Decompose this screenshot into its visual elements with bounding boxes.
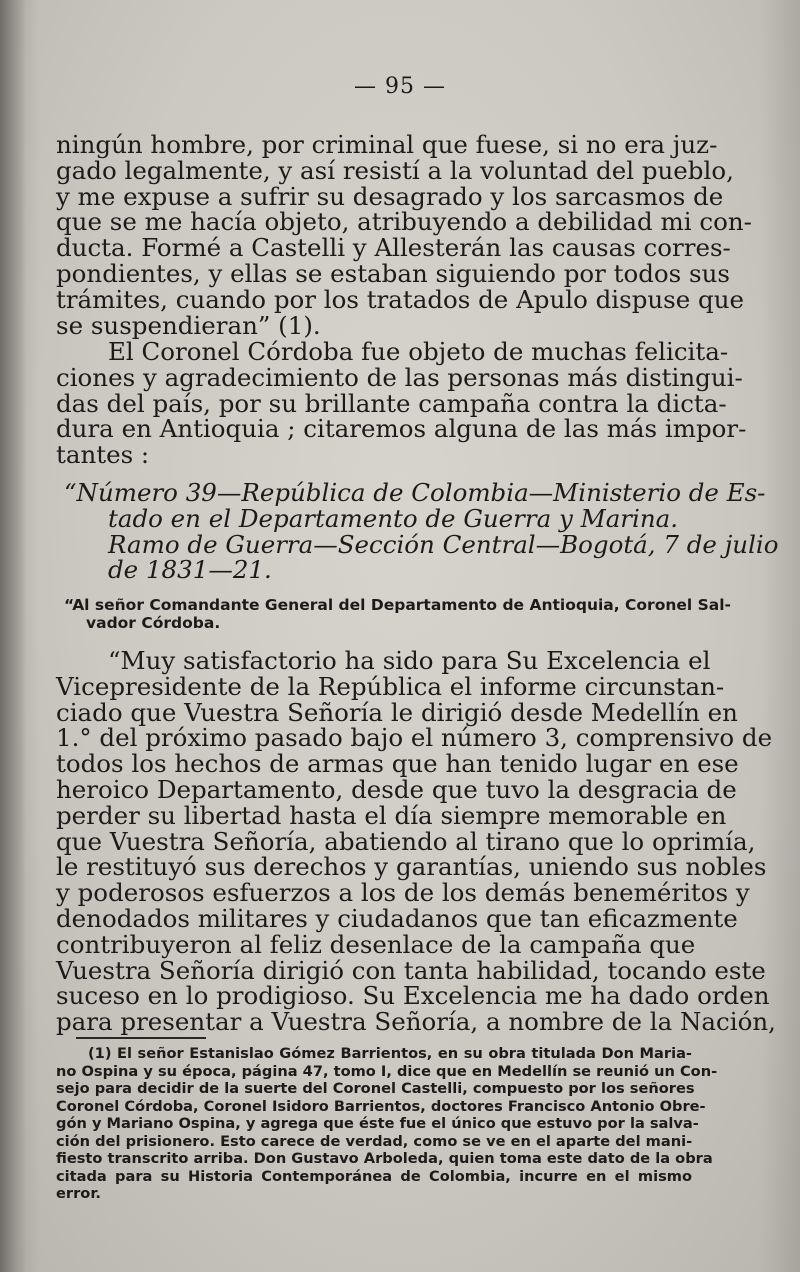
paragraph-line: denodados militares y ciudadanos que tan eficazmente — [56, 903, 738, 933]
paragraph-line: Vuestra Señoría dirigió con tanta habilidad, tocando este — [56, 955, 766, 985]
footnote-line: gón y Mariano Ospina, y agrega que éste fue el único que estuvo por la salva- — [56, 1115, 699, 1132]
paragraph-line: que se me hacía objeto, atribuyendo a debilidad mi con- — [56, 207, 752, 237]
footnote-line: citada para su Historia Contemporánea de Colombia, incurre en el mismo — [56, 1167, 692, 1185]
paragraph-line: ciado que Vuestra Señoría le dirigió desde Medellín en — [56, 697, 738, 727]
paragraph-line: todos los hechos de armas que han tenido lugar en ese — [56, 749, 739, 779]
book-spine-shadow — [0, 0, 26, 1272]
letter-heading — [64, 478, 779, 585]
paragraph-1 — [56, 130, 752, 340]
paragraph-line: le restituyó sus derechos y garantías, uniendo sus nobles — [56, 852, 767, 882]
paragraph-line: dura en Antioquia ; citaremos alguna de las más impor- — [56, 414, 747, 444]
footnote-line: sejo para decidir de la suerte del Coronel Castelli, compuesto por los señores — [56, 1080, 695, 1097]
paragraph-line: trámites, cuando por los tratados de Apulo dispuse que — [56, 284, 744, 314]
paragraph-line: para presentar a Vuestra Señoría, a nombre de la Nación, — [56, 1007, 776, 1037]
heading-line: Ramo de Guerra—Sección Central—Bogotá, 7 de julio — [108, 529, 779, 559]
page-number: — 95 — — [354, 74, 446, 99]
heading-line: “Número 39—República de Colombia—Ministerio de Es- — [64, 478, 766, 507]
heading-line: de 1831—21. — [108, 555, 272, 585]
footnote-line: ción del prisionero. Esto carece de verdad, como se ve en el aparte del mani- — [56, 1132, 693, 1150]
paragraph-line: “Muy satisfactorio ha sido para Su Excelencia el — [108, 646, 711, 675]
paragraph-3 — [56, 646, 776, 1037]
footnote-line: fiesto transcrito arriba. Don Gustavo Arboleda, quien toma este dato de la obra — [56, 1150, 713, 1167]
paragraph-line: das del país, por su brillante campaña contra la dicta- — [56, 388, 727, 418]
heading-line: tado en el Departamento de Guerra y Marina. — [108, 503, 679, 533]
footnote-line: Coronel Córdoba, Coronel Isidoro Barrientos, doctores Francisco Antonio Obre- — [56, 1097, 706, 1115]
paragraph-line: pondientes, y ellas se estaban siguiendo por todos sus — [56, 258, 730, 288]
paragraph-line: ducta. Formé a Castelli y Allesterán las causas corres- — [56, 233, 731, 263]
salutation-line: vador Córdoba. — [86, 614, 221, 632]
salutation — [64, 596, 731, 632]
footnote-line: error. — [56, 1185, 101, 1202]
paragraph-line: suceso en lo prodigioso. Su Excelencia me ha dado orden — [56, 981, 770, 1011]
paragraph-2 — [56, 337, 747, 470]
salutation-line: “Al señor Comandante General del Departamento de Antioquia, Coronel Sal- — [64, 596, 731, 614]
paragraph-line: tantes : — [56, 440, 150, 470]
footnote-line: no Ospina y su época, página 47, tomo I, dice que en Medellín se reunió un Con- — [56, 1062, 718, 1080]
paragraph-line: ningún hombre, por criminal que fuese, si no era juz- — [56, 130, 718, 159]
paragraph-line: 1.° del próximo pasado bajo el número 3, comprensivo de — [56, 723, 773, 753]
footnote-line: (1) El señor Estanislao Gómez Barrientos, en su obra titulada Don Maria- — [88, 1045, 692, 1062]
paragraph-line: que Vuestra Señoría, abatiendo al tirano que lo oprimía, — [56, 826, 756, 856]
paragraph-line: gado legalmente, y así resistí a la voluntad del pueblo, — [56, 155, 734, 185]
paragraph-line: ciones y agradecimiento de las personas más distingui- — [56, 362, 743, 392]
paragraph-line: El Coronel Córdoba fue objeto de muchas felicita- — [108, 337, 729, 366]
paragraph-line: heroico Departamento, desde que tuvo la desgracia de — [56, 774, 737, 804]
footnote-divider — [76, 1037, 206, 1039]
paragraph-line: y me expuse a sufrir su desagrado y los sarcasmos de — [56, 181, 724, 211]
paragraph-line: perder su libertad hasta el día siempre memorable en — [56, 800, 727, 830]
paragraph-line: contribuyeron al feliz desenlace de la campaña que — [56, 929, 696, 959]
paragraph-line: Vicepresidente de la República el informe circunstan- — [56, 671, 725, 701]
footnote — [56, 1045, 718, 1203]
paragraph-line: se suspendieran” (1). — [56, 310, 321, 340]
paragraph-line: y poderosos esfuerzos a los de los demás beneméritos y — [56, 878, 750, 908]
